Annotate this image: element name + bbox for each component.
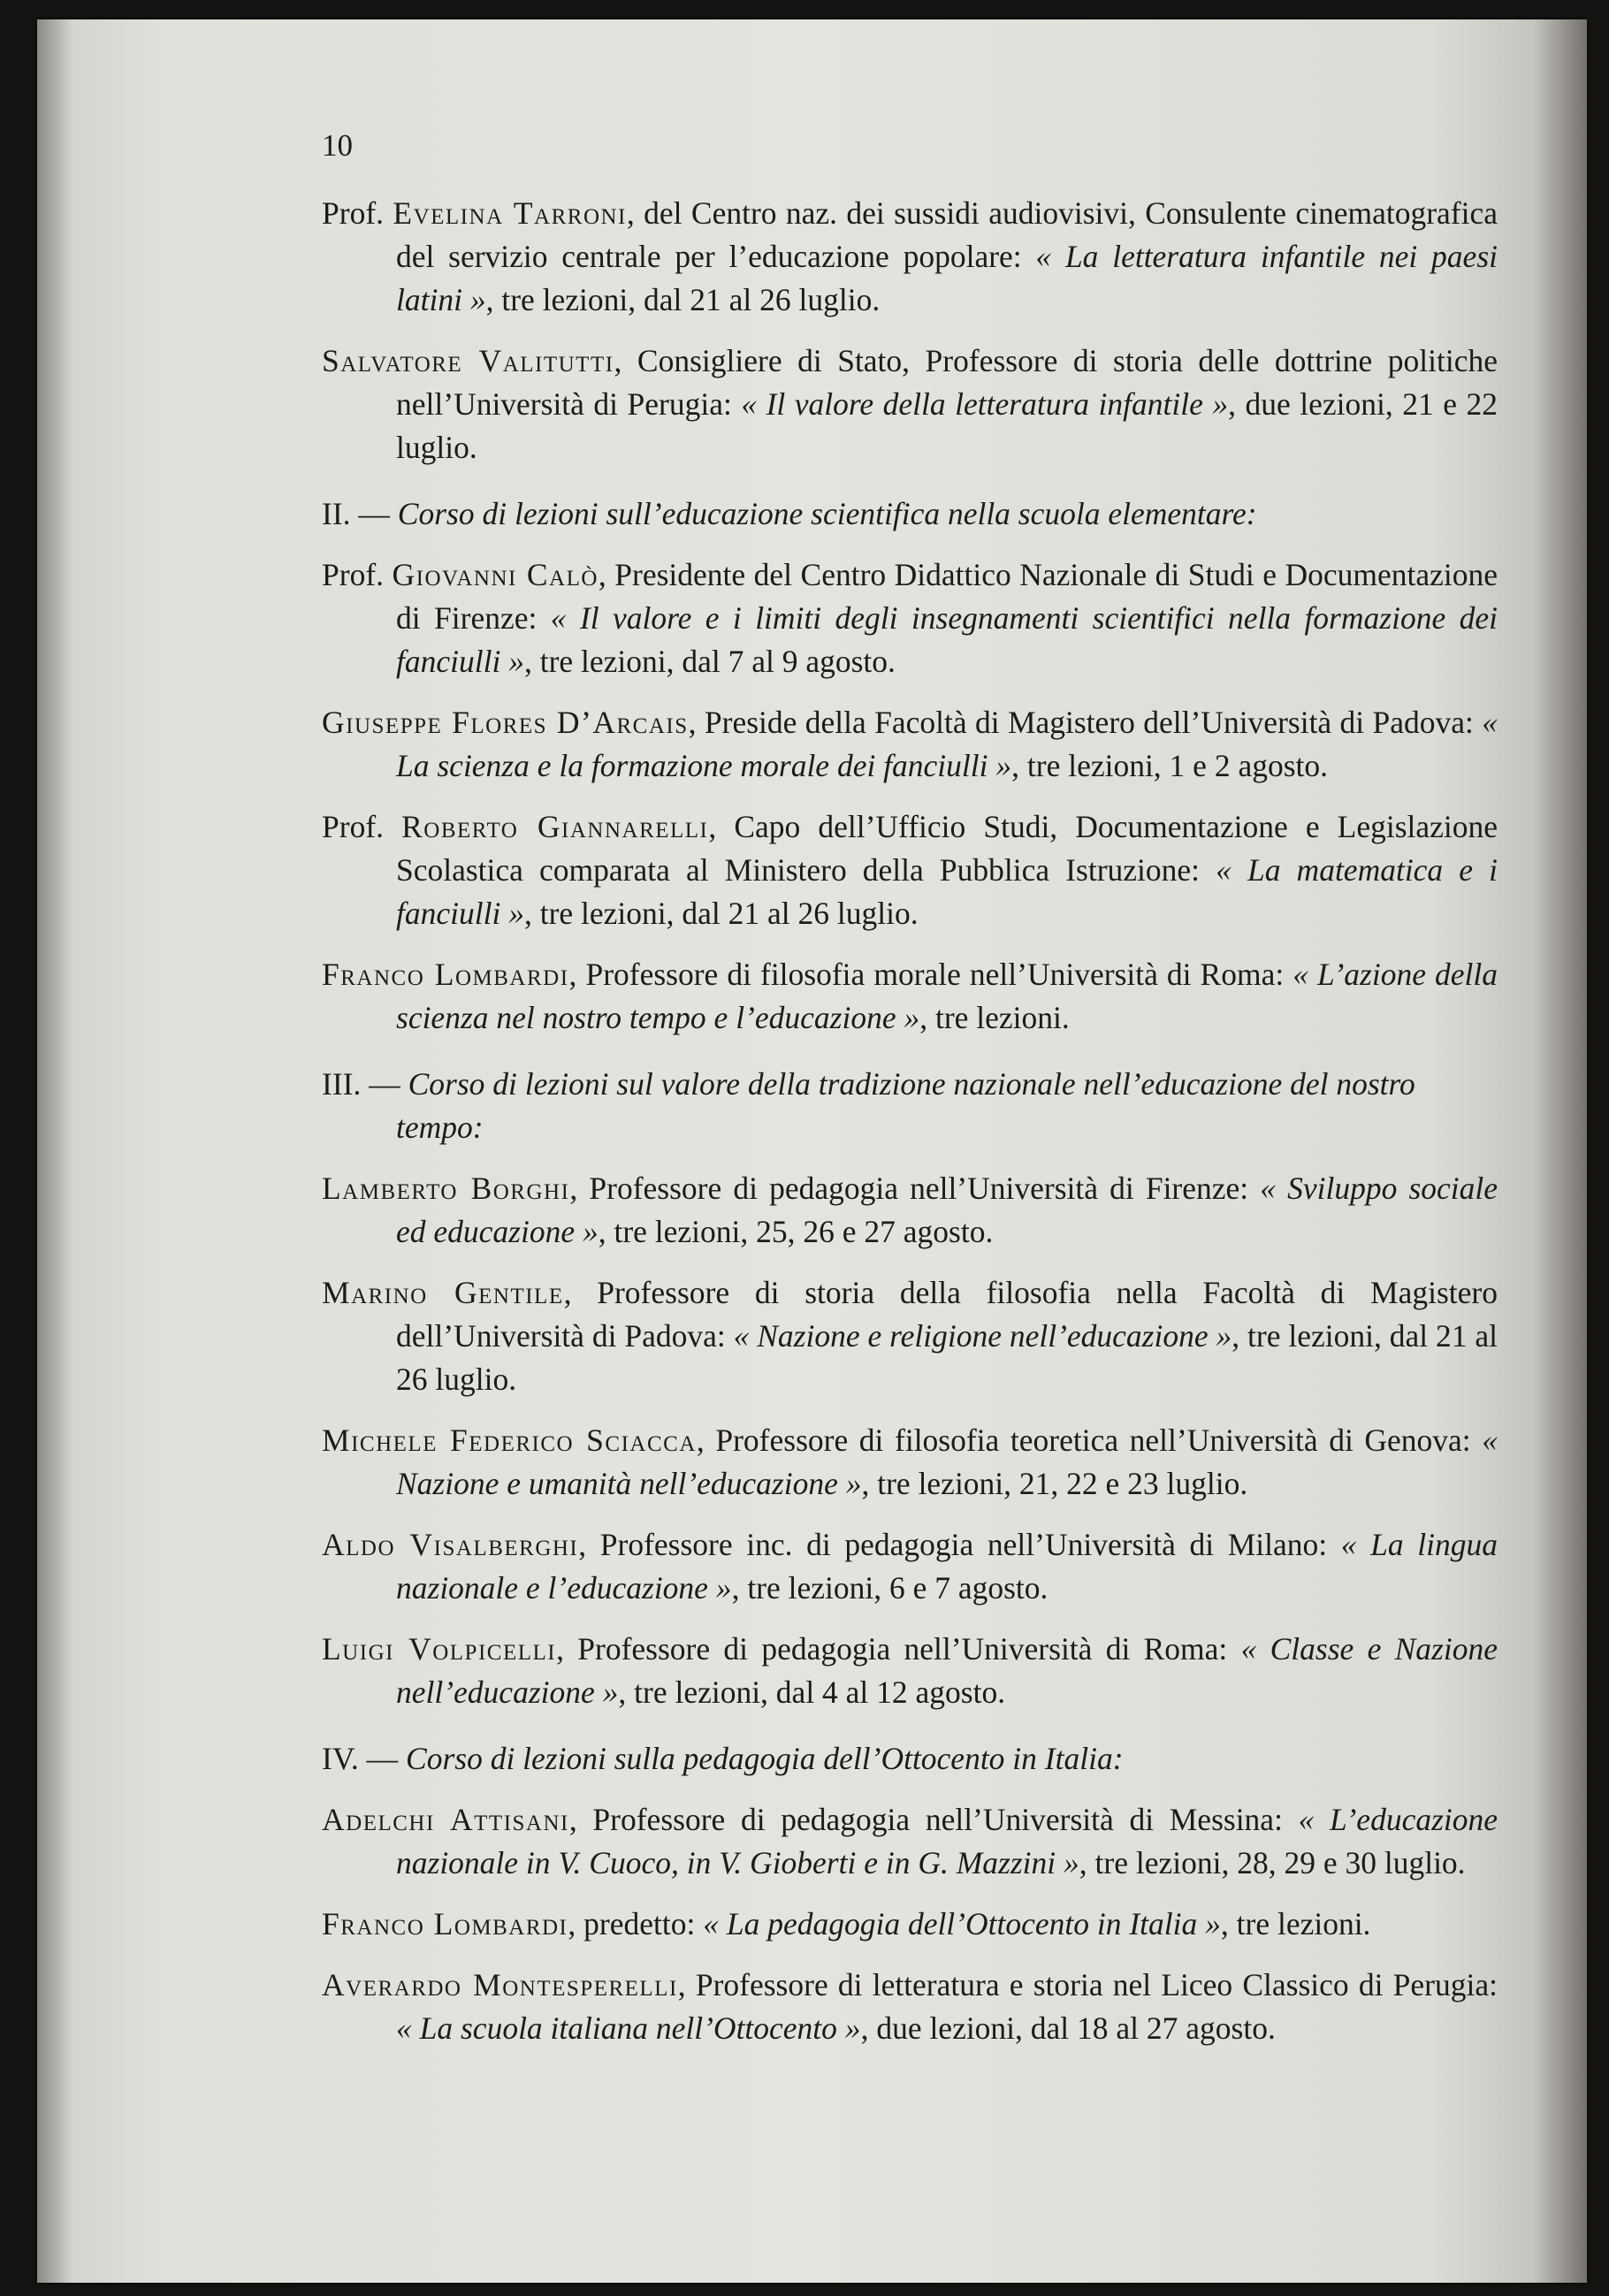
lecturer-description: , Capo dell’Ufficio Studi, Documentazione e Legislazione Scolastica comparata al Ministero della Pubblica Istruzione: [396, 809, 1498, 888]
lecturer-entry [322, 1964, 1498, 2050]
page-spine-shadow [37, 19, 72, 2283]
lecturer-prefix: Prof. [322, 557, 393, 592]
lecture-schedule: , tre lezioni. [1220, 1906, 1371, 1941]
lecturer-description: , Professore di storia della filosofia nella Facoltà di Magistero dell’Università di Padova: [396, 1275, 1498, 1354]
lecturer-name: Franco Lombardi [322, 1906, 568, 1941]
lecturer-prefix: Prof. [322, 809, 402, 844]
lecturer-entry [322, 1167, 1498, 1254]
lecturer-name: Evelina Tarroni [393, 195, 627, 231]
lecturer-entry [322, 1523, 1498, 1610]
lecture-schedule: , tre lezioni, dal 4 al 12 agosto. [618, 1674, 1006, 1710]
lecturer-name: Franco Lombardi [322, 957, 569, 992]
section-number: IV. — [322, 1741, 407, 1776]
lecturer-name: Michele Federico Sciacca [322, 1423, 697, 1458]
section-heading [322, 1063, 1498, 1149]
lecture-title: « Sviluppo sociale ed educazione » [396, 1171, 1498, 1249]
lecturer-name: Giuseppe Flores D’Arcais [322, 705, 689, 740]
lecture-schedule: , due lezioni, dal 18 al 27 agosto. [860, 2010, 1276, 2046]
lecturer-description: , Professore inc. di pedagogia nell’Università di Milano: [578, 1527, 1341, 1562]
lecture-schedule: , tre lezioni, dal 7 al 9 agosto. [523, 644, 896, 679]
lecture-schedule: , tre lezioni, dal 21 al 26 luglio. [523, 896, 919, 931]
lecture-title: « Nazione e religione nell’educazione » [733, 1318, 1232, 1354]
lecture-schedule: , tre lezioni, 1 e 2 agosto. [1011, 748, 1329, 783]
lecturer-name: Aldo Visalberghi [322, 1527, 579, 1562]
lecturer-entry [322, 1271, 1498, 1401]
lecture-sections [322, 192, 1498, 2050]
page-content [322, 124, 1498, 2068]
lecturer-entry [322, 953, 1498, 1040]
section-heading [322, 1737, 1498, 1781]
lecture-title: « L’azione della scienza nel nostro tempo e l’educazione » [396, 957, 1498, 1035]
page-number: 10 [322, 128, 353, 163]
lecturer-description: , Preside della Facoltà di Magistero dell’Università di Padova: [688, 705, 1483, 740]
lecturer-prefix: Prof. [322, 195, 393, 231]
lecturer-description: , Professore di letteratura e storia nel Liceo Classico di Perugia: [677, 1967, 1498, 2002]
lecture-schedule: , tre lezioni, dal 21 al 26 luglio. [396, 1318, 1498, 1397]
lecturer-description: , Professore di pedagogia nell’Università di Messina: [568, 1802, 1299, 1837]
lecture-title: « La pedagogia dell’Ottocento in Italia » [703, 1906, 1221, 1941]
lecturer-name: Marino Gentile [322, 1275, 564, 1310]
lecturer-entry [322, 1628, 1498, 1714]
book-page [37, 19, 1587, 2283]
lecturer-description: , del Centro naz. dei sussidi audiovisivi, Consulente cinematografica del servizio centrale per l’educazione popolare: [396, 195, 1498, 274]
section-title: Corso di lezioni sul valore della tradizione nazionale nell’educazione del nostro tempo: [396, 1066, 1415, 1145]
lecture-schedule: , tre lezioni, 25, 26 e 27 agosto. [598, 1214, 994, 1249]
lecturer-description: , Professore di pedagogia nell’Università di Roma: [556, 1631, 1241, 1667]
lecturer-entry [322, 339, 1498, 469]
course-section [322, 192, 1498, 469]
lecture-title: « L’educazione nazionale in V. Cuoco, in V. Gioberti e in G. Mazzini » [396, 1802, 1498, 1880]
lecturer-description: , Presidente del Centro Didattico Nazionale di Studi e Documentazione di Firenze: [396, 557, 1498, 636]
lecture-schedule: , tre lezioni, 28, 29 e 30 luglio. [1079, 1845, 1466, 1880]
lecturer-entry [322, 1419, 1498, 1506]
lecture-schedule: , due lezioni, 21 e 22 luglio. [396, 386, 1498, 465]
lecturer-entry [322, 1903, 1498, 1946]
lecturer-entry [322, 553, 1498, 683]
lecturer-entry [322, 805, 1498, 935]
section-number: II. — [322, 496, 398, 531]
lecturer-name: Averardo Montesperelli [322, 1967, 678, 2002]
lecturer-name: Salvatore Valitutti [322, 343, 614, 378]
lecture-title: « Classe e Nazione nell’educazione » [396, 1631, 1498, 1710]
section-heading [322, 492, 1498, 536]
lecture-title: « La matematica e i fanciulli » [396, 852, 1498, 931]
lecture-schedule: , tre lezioni, 6 e 7 agosto. [731, 1570, 1049, 1606]
course-section [322, 1063, 1498, 1714]
lecturer-entry [322, 192, 1498, 322]
lecture-title: « Nazione e umanità nell’educazione » [396, 1423, 1498, 1501]
lecturer-description: , Professore di filosofia morale nell’Università di Roma: [568, 957, 1293, 992]
lecturer-name: Adelchi Attisani [322, 1802, 569, 1837]
lecturer-name: Luigi Volpicelli [322, 1631, 557, 1667]
section-number: III. — [322, 1066, 408, 1102]
section-title: Corso di lezioni sulla pedagogia dell’Ottocento in Italia: [406, 1741, 1124, 1776]
lecturer-entry [322, 701, 1498, 788]
section-title: Corso di lezioni sull’educazione scientifica nella scuola elementare: [397, 496, 1257, 531]
page-edge-shadow [1534, 19, 1587, 2283]
lecturer-name: Lamberto Borghi [322, 1171, 570, 1206]
lecturer-name: Giovanni Calò [392, 557, 599, 592]
course-section [322, 492, 1498, 1040]
lecturer-description: , Professore di filosofia teoretica nell’Università di Genova: [696, 1423, 1483, 1458]
lecture-schedule: , tre lezioni, 21, 22 e 23 luglio. [861, 1466, 1248, 1501]
lecturer-entry [322, 1798, 1498, 1885]
lecture-title: « Il valore e i limiti degli insegnamenti scientifici nella formazione dei fanciulli » [396, 600, 1498, 679]
lecture-title: « La lingua nazionale e l’educazione » [396, 1527, 1498, 1606]
lecturer-description: , predetto: [568, 1906, 704, 1941]
lecturer-description: , Professore di pedagogia nell’Università di Firenze: [569, 1171, 1261, 1206]
lecture-schedule: , tre lezioni, dal 21 al 26 luglio. [485, 282, 881, 317]
lecture-title: « La scuola italiana nell’Ottocento » [396, 2010, 861, 2046]
lecture-schedule: , tre lezioni. [919, 1000, 1070, 1035]
lecture-title: « Il valore della letteratura infantile » [741, 386, 1229, 422]
lecturer-description: , Consigliere di Stato, Professore di storia delle dottrine politiche nell’Università di Perugia: [396, 343, 1498, 422]
lecture-title: « La letteratura infantile nei paesi latini » [396, 239, 1498, 317]
lecture-title: « La scienza e la formazione morale dei fanciulli » [396, 705, 1498, 783]
course-section [322, 1737, 1498, 2050]
lecturer-name: Roberto Giannarelli [401, 809, 709, 844]
